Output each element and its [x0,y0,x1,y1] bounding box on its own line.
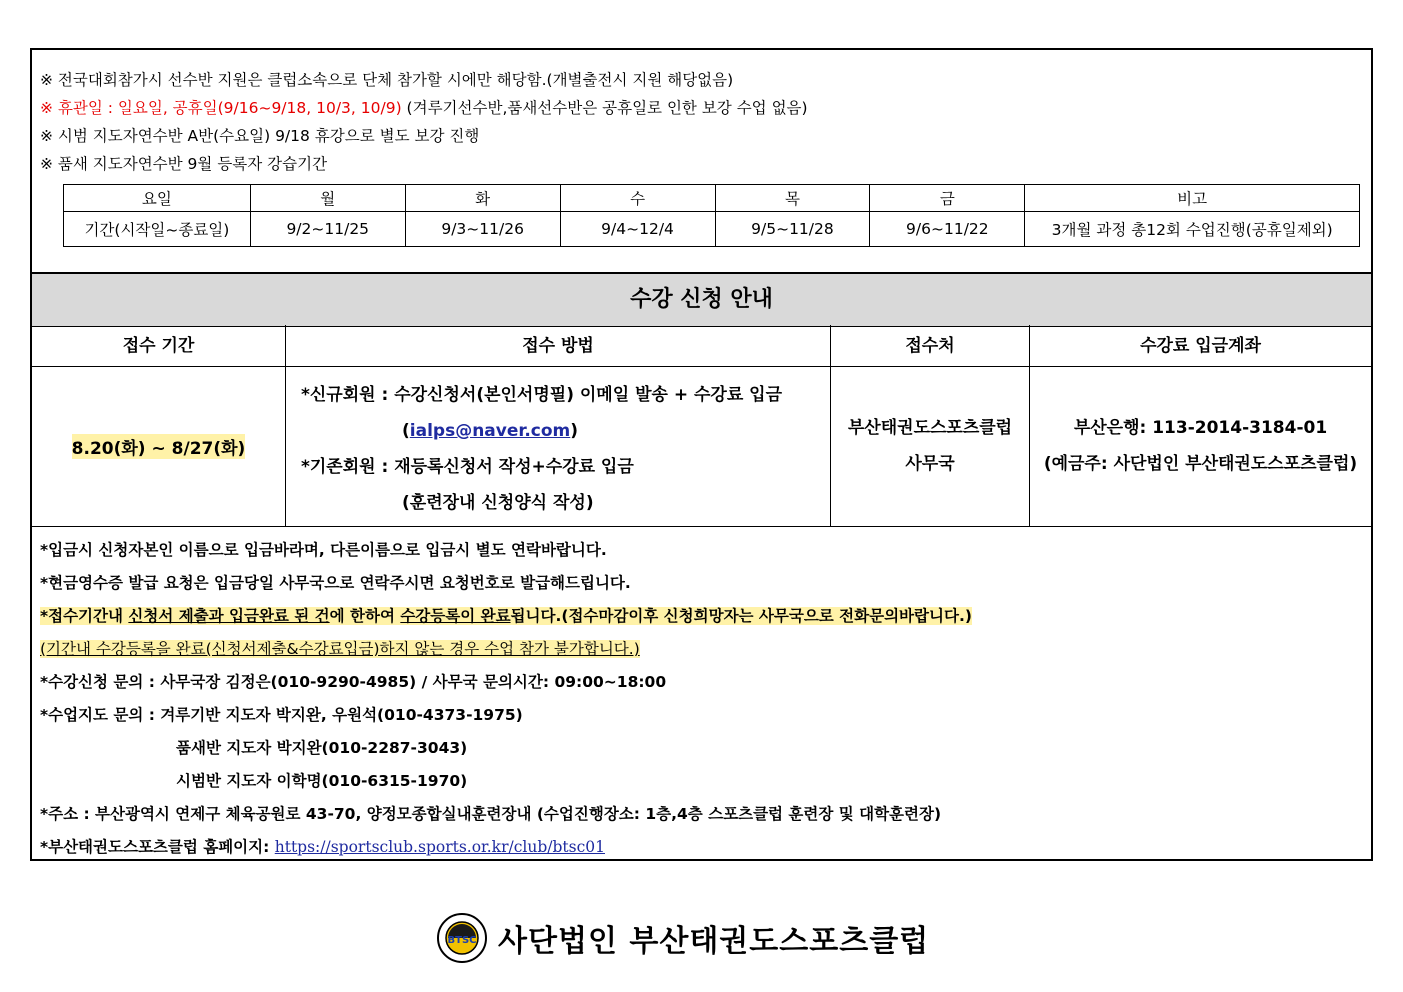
method-existing-note: (훈련장내 신청양식 작성) [402,493,594,513]
schedule-header-cell: 화 [405,185,560,212]
reg-method-cell [286,367,831,527]
schedule-cell: 9/3~11/26 [405,212,560,247]
reg-header-method: 접수 방법 [286,325,831,367]
schedule-header-row [64,185,1360,212]
schedule-header-cell: 요일 [64,185,251,212]
info-line: *수업지도 문의 : 겨루기반 지도자 박지완, 우원석(010-4373-1975) [40,706,523,724]
schedule-header-cell: 목 [715,185,870,212]
schedule-data-row [64,212,1360,247]
schedule-cell: 3개월 과정 총12회 수업진행(공휴일제외) [1025,212,1360,247]
reg-account-cell [1030,367,1371,527]
email-link[interactable]: ialps@naver.com [409,421,571,441]
homepage-link[interactable]: https://sportsclub.sports.or.kr/club/btsc01 [274,838,605,856]
reg-header-period: 접수 기간 [32,325,286,367]
note-demo-makeup: ※ 시범 지도자연수반 A반(수요일) 9/18 휴강으로 별도 보강 진행 [40,127,480,145]
holiday-black-text: (겨루기선수반,품새선수반은 공휴일로 인한 보강 수업 없음) [401,99,808,117]
reg-period: 8.20(화) ~ 8/27(화) [72,434,246,459]
schedule-table [63,184,1360,247]
schedule-cell: 기간(시작일~종료일) [64,212,251,247]
notes-block [40,66,1360,178]
note-national-competition: ※ 전국대회참가시 선수반 지원은 클럽소속으로 단체 참가할 시에만 해당함.(개별출전시 지원 해당없음) [40,71,734,89]
info-line: 품새반 지도자 박지완(010-2287-3043) [176,739,468,757]
office-line: 사무국 [905,454,955,474]
reg-office-cell [831,367,1030,527]
info-line-warning: (기간내 수강등록을 완료(신청서제출&수강료입금)하지 않는 경우 수업 참가 불가합니다.) [40,640,640,658]
reg-period-cell [32,367,286,527]
footer [436,912,929,964]
holiday-red-text: ※ 휴관일 : 일요일, 공휴일(9/16~9/18, 10/3, 10/9) [40,99,402,117]
notice-box [30,48,1373,861]
schedule-cell: 9/5~11/28 [715,212,870,247]
schedule-cell: 9/4~12/4 [560,212,715,247]
account-number: 부산은행: 113-2014-3184-01 [1073,418,1328,438]
info-line: *현금영수증 발급 요청은 입금당일 사무국으로 연락주시면 요청번호로 발급해드립니다. [40,574,631,592]
office-line: 부산태권도스포츠클럽 [847,418,1013,438]
method-existing-member: *기존회원 : 재등록신청서 작성+수강료 입금 [301,457,634,477]
method-email-line: (ialps@naver.com) [402,421,579,441]
note-holidays [40,94,1360,122]
info-line: 시범반 지도자 이학명(010-6315-1970) [176,772,468,790]
schedule-header-cell: 비고 [1025,185,1360,212]
schedule-cell: 9/2~11/25 [250,212,405,247]
club-logo-icon [436,912,488,964]
schedule-cell: 9/6~11/22 [870,212,1025,247]
reg-header-office: 접수처 [831,325,1030,367]
schedule-header-cell: 월 [250,185,405,212]
info-line: *수강신청 문의 : 사무국장 김정은(010-9290-4985) / 사무국 문의시간: 09:00~18:00 [40,673,667,691]
schedule-header-cell: 금 [870,185,1025,212]
org-name: 사단법인 부산태권도스포츠클럽 [498,924,930,959]
note-poomsae-period: ※ 품새 지도자연수반 9월 등록자 강습기간 [40,155,328,173]
logo-text: BTSC [447,935,477,946]
info-line: *입금시 신청자본인 이름으로 입금바라며, 다른이름으로 입금시 별도 연락바랍니다. [40,541,607,559]
info-line: *주소 : 부산광역시 연제구 체육공원로 43-70, 양정모종합실내훈련장내 (수업진행장소: 1층,4층 스포츠클럽 훈련장 및 대학훈련장) [40,805,942,823]
section-title: 수강 신청 안내 [32,272,1371,327]
schedule-header-cell: 수 [560,185,715,212]
info-line-homepage: *부산태권도스포츠클럽 홈페이지: https://sportsclub.sports.or.kr/club/btsc01 [40,838,605,856]
reg-header-account: 수강료 입금계좌 [1030,325,1371,367]
method-new-member: *신규회원 : 수강신청서(본인서명필) 이메일 발송 + 수강료 입금 [301,385,783,405]
account-holder: (예금주: 사단법인 부산태권도스포츠클럽) [1043,454,1358,474]
info-block [40,534,1360,864]
info-line-deadline: *접수기간내 신청서 제출과 입금완료 된 건에 한하여 수강등록이 완료됩니다.(접수마감이후 신청희망자는 사무국으로 전화문의바랍니다.) [40,607,972,625]
